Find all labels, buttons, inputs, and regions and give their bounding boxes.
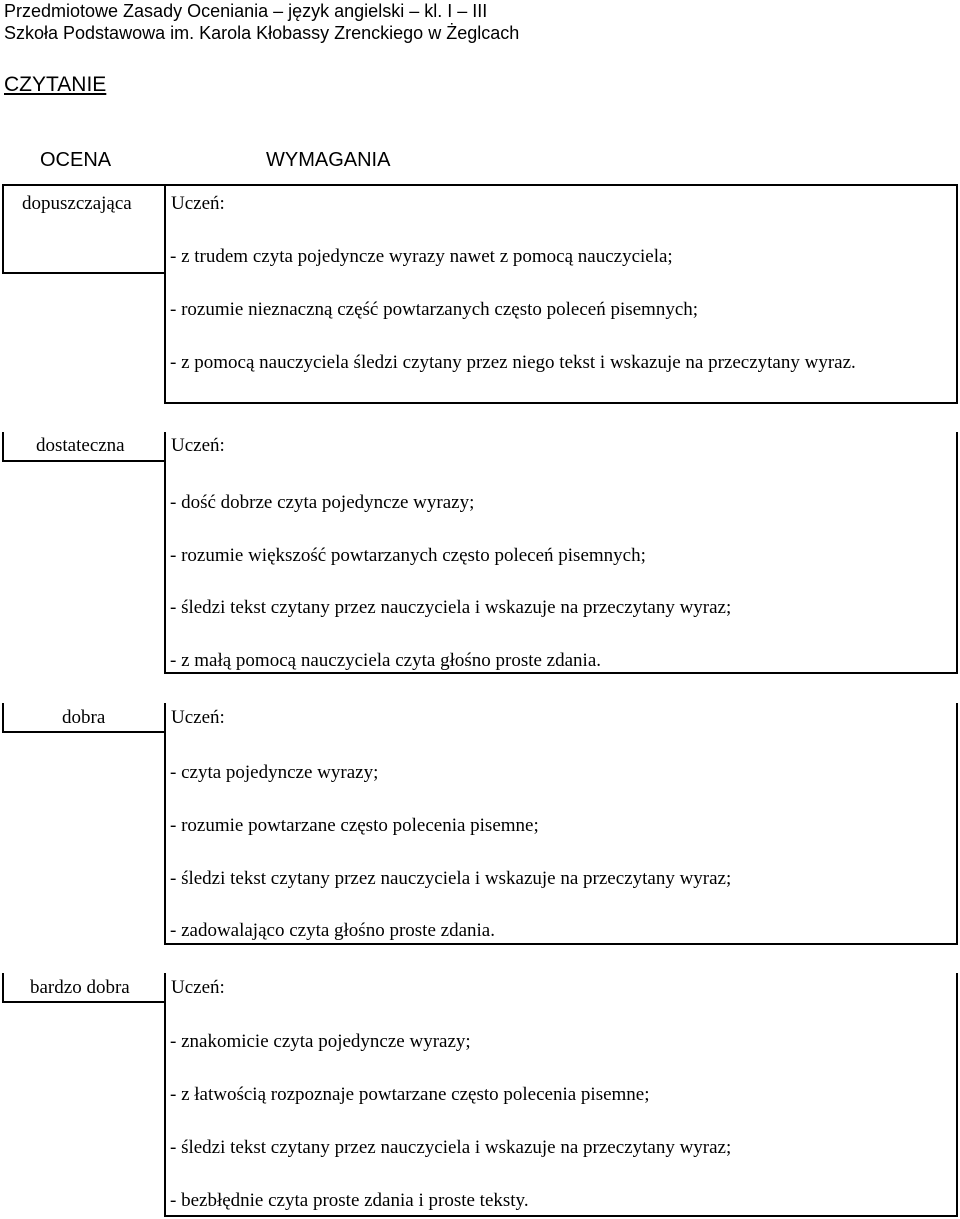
label-bottom-border [2, 272, 166, 274]
row-bottom-border [164, 943, 958, 945]
row-bottom-border [164, 402, 958, 404]
label-bottom-border [2, 731, 166, 733]
grade-label: bardzo dobra [30, 977, 130, 998]
row-right-border [956, 184, 958, 404]
column-divider [164, 432, 166, 674]
row-left-border [2, 703, 4, 733]
requirement-item: - śledzi tekst czytany przez nauczyciela i wskazuje na przeczytany wyraz; [170, 868, 732, 889]
requirement-item: - z trudem czyta pojedyncze wyrazy nawet z pomocą nauczyciela; [170, 246, 673, 267]
row-right-border [956, 432, 958, 674]
requirement-item: - rozumie większość powtarzanych często poleceń pisemnych; [170, 545, 646, 566]
requirement-item: - śledzi tekst czytany przez nauczyciela i wskazuje na przeczytany wyraz; [170, 1137, 732, 1158]
label-bottom-border [2, 460, 166, 462]
row-left-border [2, 432, 4, 462]
requirement-item: - bezbłędnie czyta proste zdania i proste teksty. [170, 1190, 529, 1211]
row-left-border [2, 184, 4, 274]
student-intro: Uczeń: [171, 435, 225, 456]
row-top-border [2, 184, 958, 186]
column-divider [164, 703, 166, 945]
section-title: CZYTANIE [4, 73, 107, 96]
grade-label: dobra [62, 707, 106, 728]
grade-label: dopuszczająca [22, 193, 132, 214]
column-header-wymagania: WYMAGANIA [266, 149, 391, 171]
document-header [4, 0, 519, 44]
column-divider [164, 973, 166, 1217]
row-left-border [2, 973, 4, 1003]
label-bottom-border [2, 1001, 166, 1003]
requirement-item: - rozumie powtarzane często polecenia pisemne; [170, 815, 539, 836]
requirement-item: - z łatwością rozpoznaje powtarzane często polecenia pisemne; [170, 1084, 650, 1105]
row-bottom-border [164, 1215, 958, 1217]
requirement-item: - z pomocą nauczyciela śledzi czytany przez niego tekst i wskazuje na przeczytany wyraz. [170, 352, 856, 373]
row-bottom-border [164, 672, 958, 674]
student-intro: Uczeń: [171, 977, 225, 998]
student-intro: Uczeń: [171, 707, 225, 728]
column-header-ocena: OCENA [40, 149, 112, 171]
requirement-item: - rozumie nieznaczną część powtarzanych często poleceń pisemnych; [170, 299, 699, 320]
requirement-item: - dość dobrze czyta pojedyncze wyrazy; [170, 492, 475, 513]
column-divider [164, 184, 166, 404]
requirement-item: - z małą pomocą nauczyciela czyta głośno proste zdania. [170, 650, 601, 671]
header-school: Szkoła Podstawowa im. Karola Kłobassy Zrenckiego w Żeglcach [4, 23, 520, 43]
row-right-border [956, 973, 958, 1217]
student-intro: Uczeń: [171, 193, 225, 214]
requirement-item: - śledzi tekst czytany przez nauczyciela i wskazuje na przeczytany wyraz; [170, 597, 732, 618]
header-title: Przedmiotowe Zasady Oceniania – język angielski – kl. I – III [4, 1, 488, 21]
requirement-item: - znakomicie czyta pojedyncze wyrazy; [170, 1031, 471, 1052]
requirement-item: - czyta pojedyncze wyrazy; [170, 762, 379, 783]
row-right-border [956, 703, 958, 945]
requirement-item: - zadowalająco czyta głośno proste zdania. [170, 920, 495, 941]
grade-label: dostateczna [36, 435, 125, 456]
